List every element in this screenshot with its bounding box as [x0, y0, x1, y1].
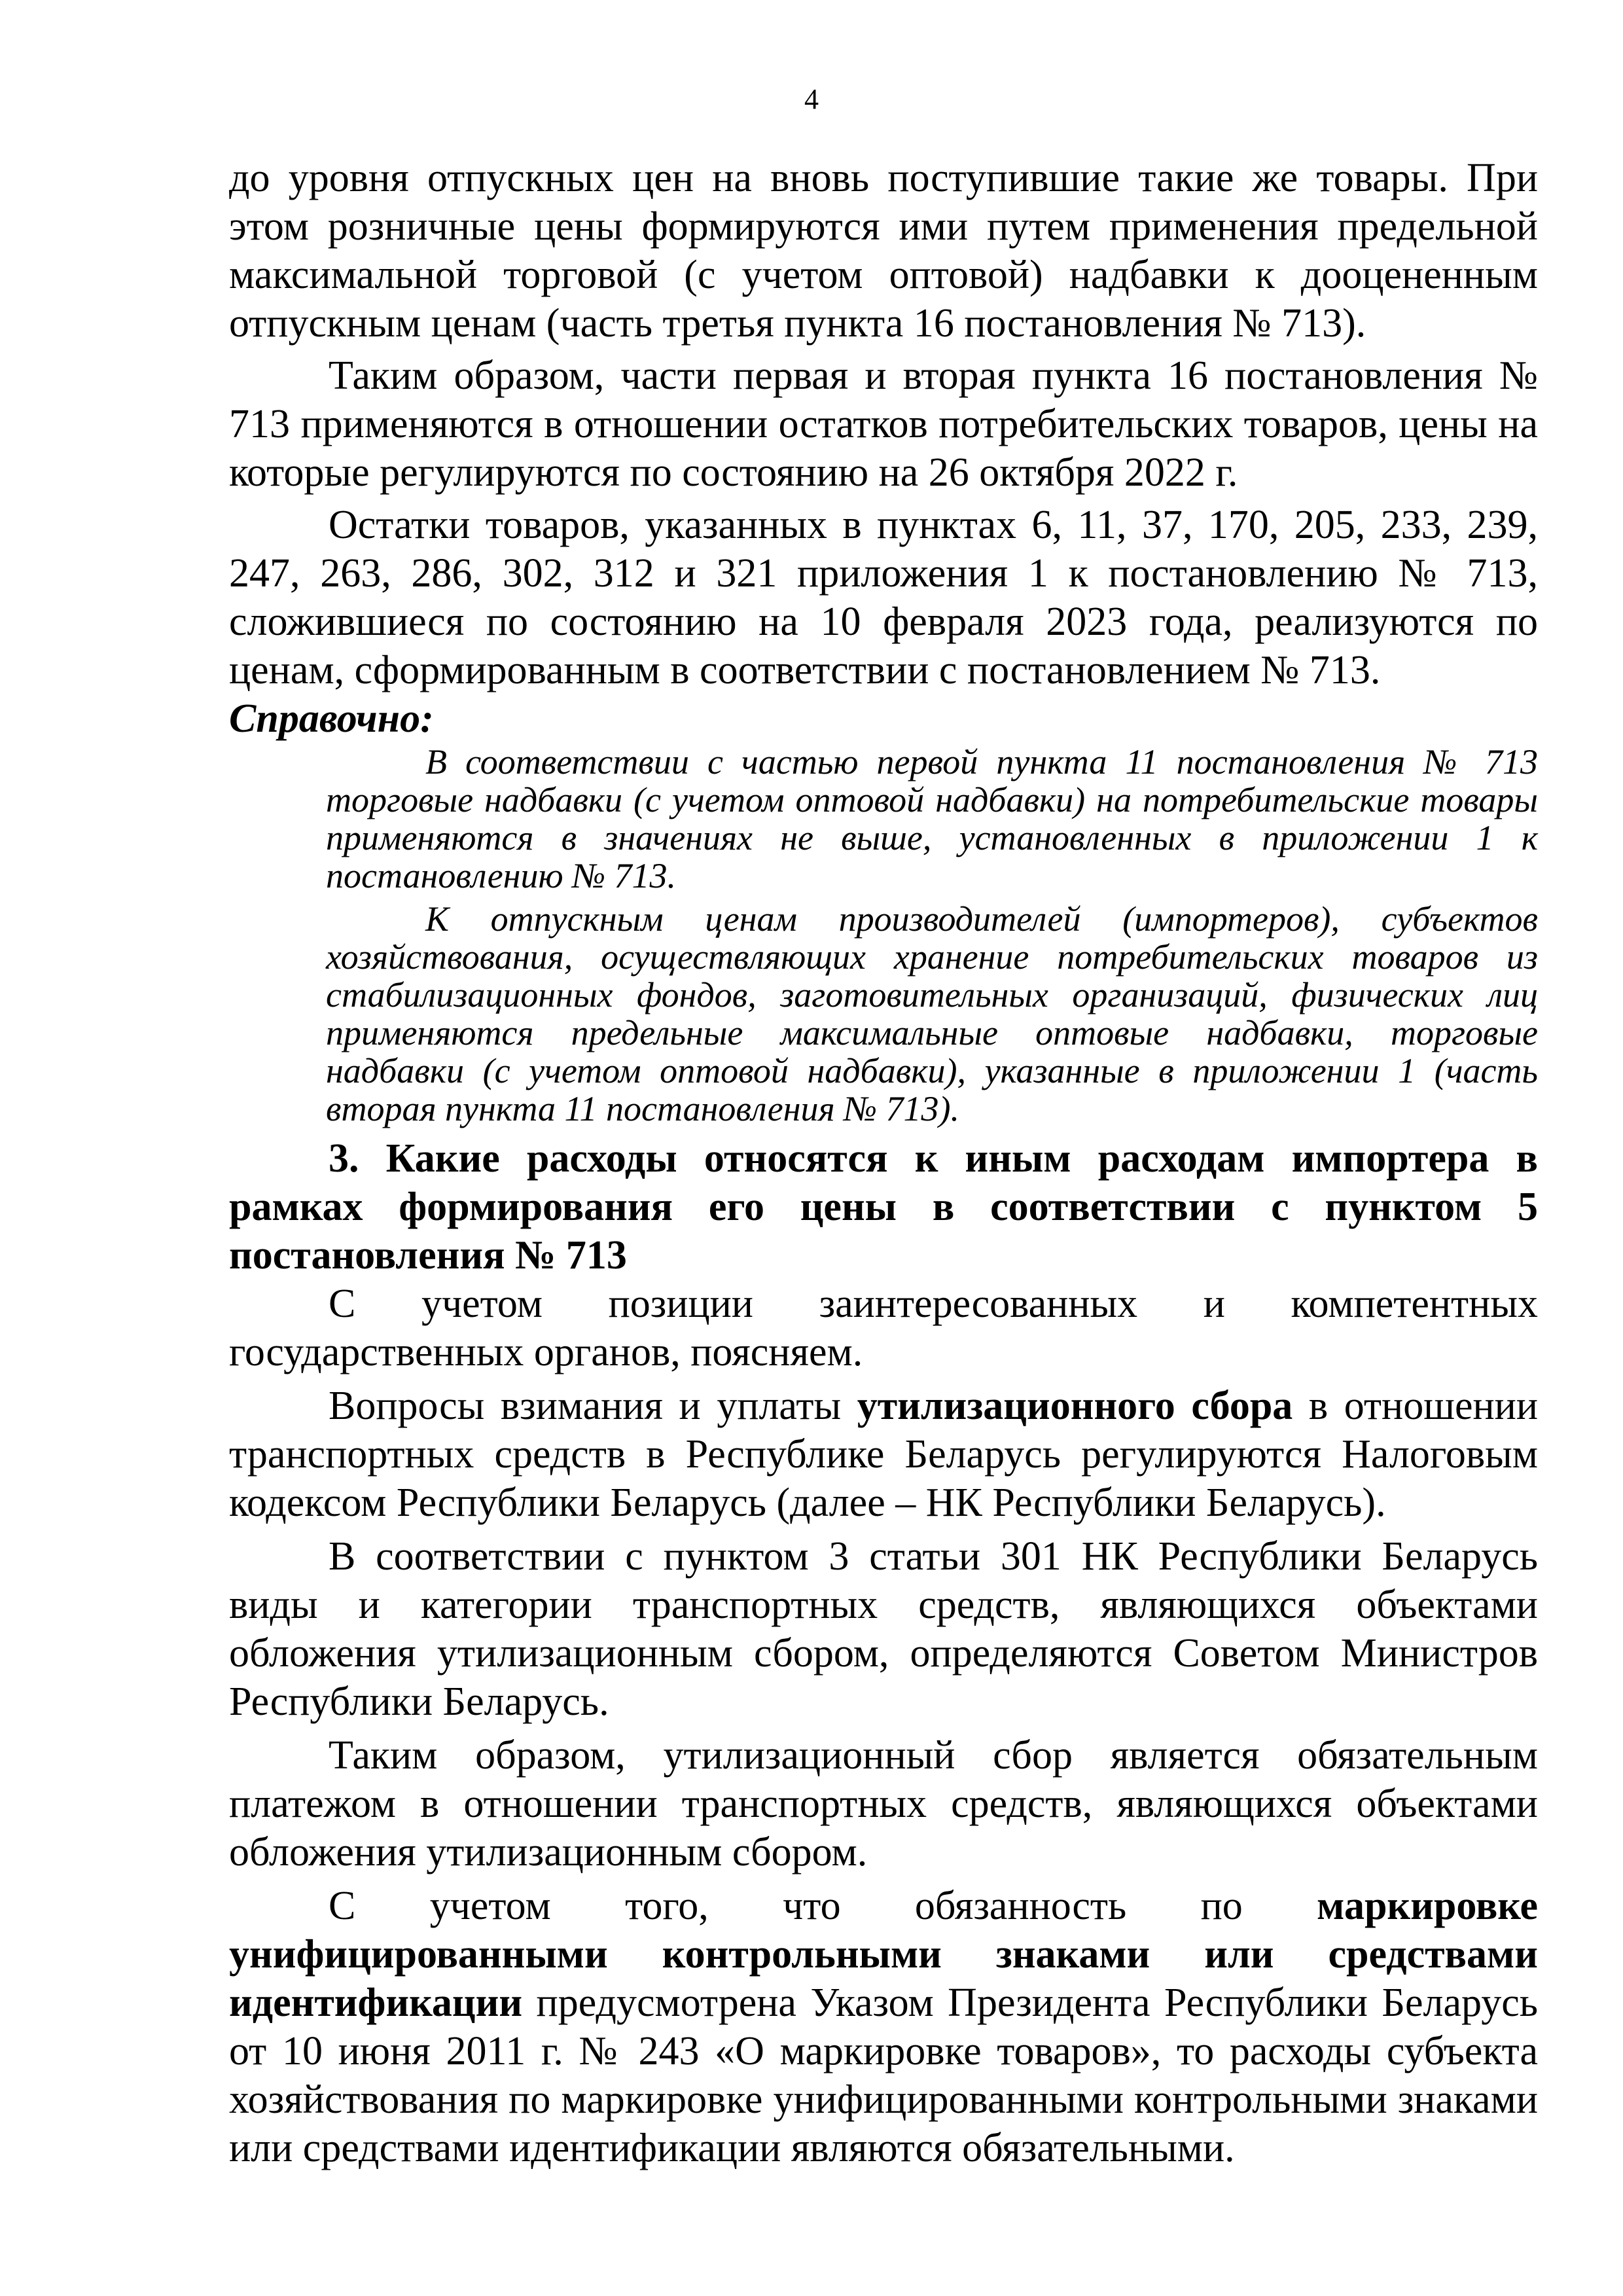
paragraph-marking [229, 1882, 1538, 2172]
recycling-fee-bold: утилизационного сбора [857, 1384, 1293, 1428]
paragraph-position: С учетом позиции заинтересованных и компетентных государственных органов, поясняем. [229, 1282, 1538, 1374]
marking-bold: маркировке унифицированными контрольными знаками или средствами идентификации [229, 1884, 1538, 2025]
recycling-fee-text-after: в отношении транспортных средств в Республике Беларусь регулируются Налоговым кодексом Республики Беларусь (далее – НК Республики Беларусь). [229, 1384, 1538, 1525]
marking-text-before: С учетом того, что обязанность по [329, 1884, 1317, 1928]
reference-note [326, 743, 1538, 1128]
page-number: 4 [804, 83, 819, 115]
section-3-heading: 3. Какие расходы относятся к иным расходам импортера в рамках формирования его цены в соответствии с пунктом 5 постановления № 713 [229, 1136, 1538, 1278]
marking-text-after: предусмотрена Указом Президента Республики Беларусь от 10 июня 2011 г. № 243 «О маркировке товаров», то расходы субъекта хозяйствования по маркировке унифицированными контрольными знаками или средствами идентификации являются обязательными. [229, 1981, 1538, 2170]
paragraph-recycling-fee [229, 1382, 1538, 1527]
reference-note-2: К отпускным ценам производителей (импортеров), субъектов хозяйствования, осуществляющих хранение потребительских товаров из стабилизационных фондов, заготовительных организаций, физических лиц применяются предельные максимальные оптовые надбавки, торговые надбавки (с учетом оптовой надбавки), указанные в приложении 1 (часть вторая пункта 11 постановления № 713). [326, 899, 1538, 1128]
paragraph-parts-first-second: Таким образом, части первая и вторая пункта 16 постановления № 713 применяются в отношении остатков потребительских товаров, цены на которые регулируются по состоянию на 26 октября 2022 г. [229, 353, 1538, 495]
reference-label: Справочно: [229, 696, 434, 741]
paragraph-goods-remainders: Остатки товаров, указанных в пунктах 6, 11, 37, 170, 205, 233, 239, 247, 263, 286, 302, 312 и 321 приложения 1 к постановлению № 713, сложившиеся по состоянию на 10 февраля 2023 года, реализуются по ценам, сформированным в соответствии с постановлением № 713. [229, 503, 1538, 692]
document-body [229, 154, 1538, 2172]
paragraph-mandatory-payment: Таким образом, утилизационный сбор является обязательным платежом в отношении транспортных средств, являющихся объектами обложения утилизационным сбором. [229, 1733, 1538, 1874]
paragraph-continuation: до уровня отпускных цен на вновь поступившие такие же товары. При этом розничные цены формируются ими путем применения предельной максимальной торговой (с учетом оптовой) надбавки к дооцененным отпускным ценам (часть третья пункта 16 постановления № 713). [229, 156, 1538, 346]
recycling-fee-text-before: Вопросы взимания и уплаты [329, 1384, 857, 1428]
reference-note-1: В соответствии с частью первой пункта 11 постановления № 713 торговые надбавки (с учетом оптовой надбавки) на потребительские товары применяются в значениях не выше, установленных в приложении 1 к постановлению № 713. [326, 742, 1538, 895]
paragraph-article-301: В соответствии с пунктом 3 статьи 301 НК Республики Беларусь виды и категории транспортных средств, являющихся объектами обложения утилизационным сбором, определяются Советом Министров Республики Беларусь. [229, 1534, 1538, 1724]
